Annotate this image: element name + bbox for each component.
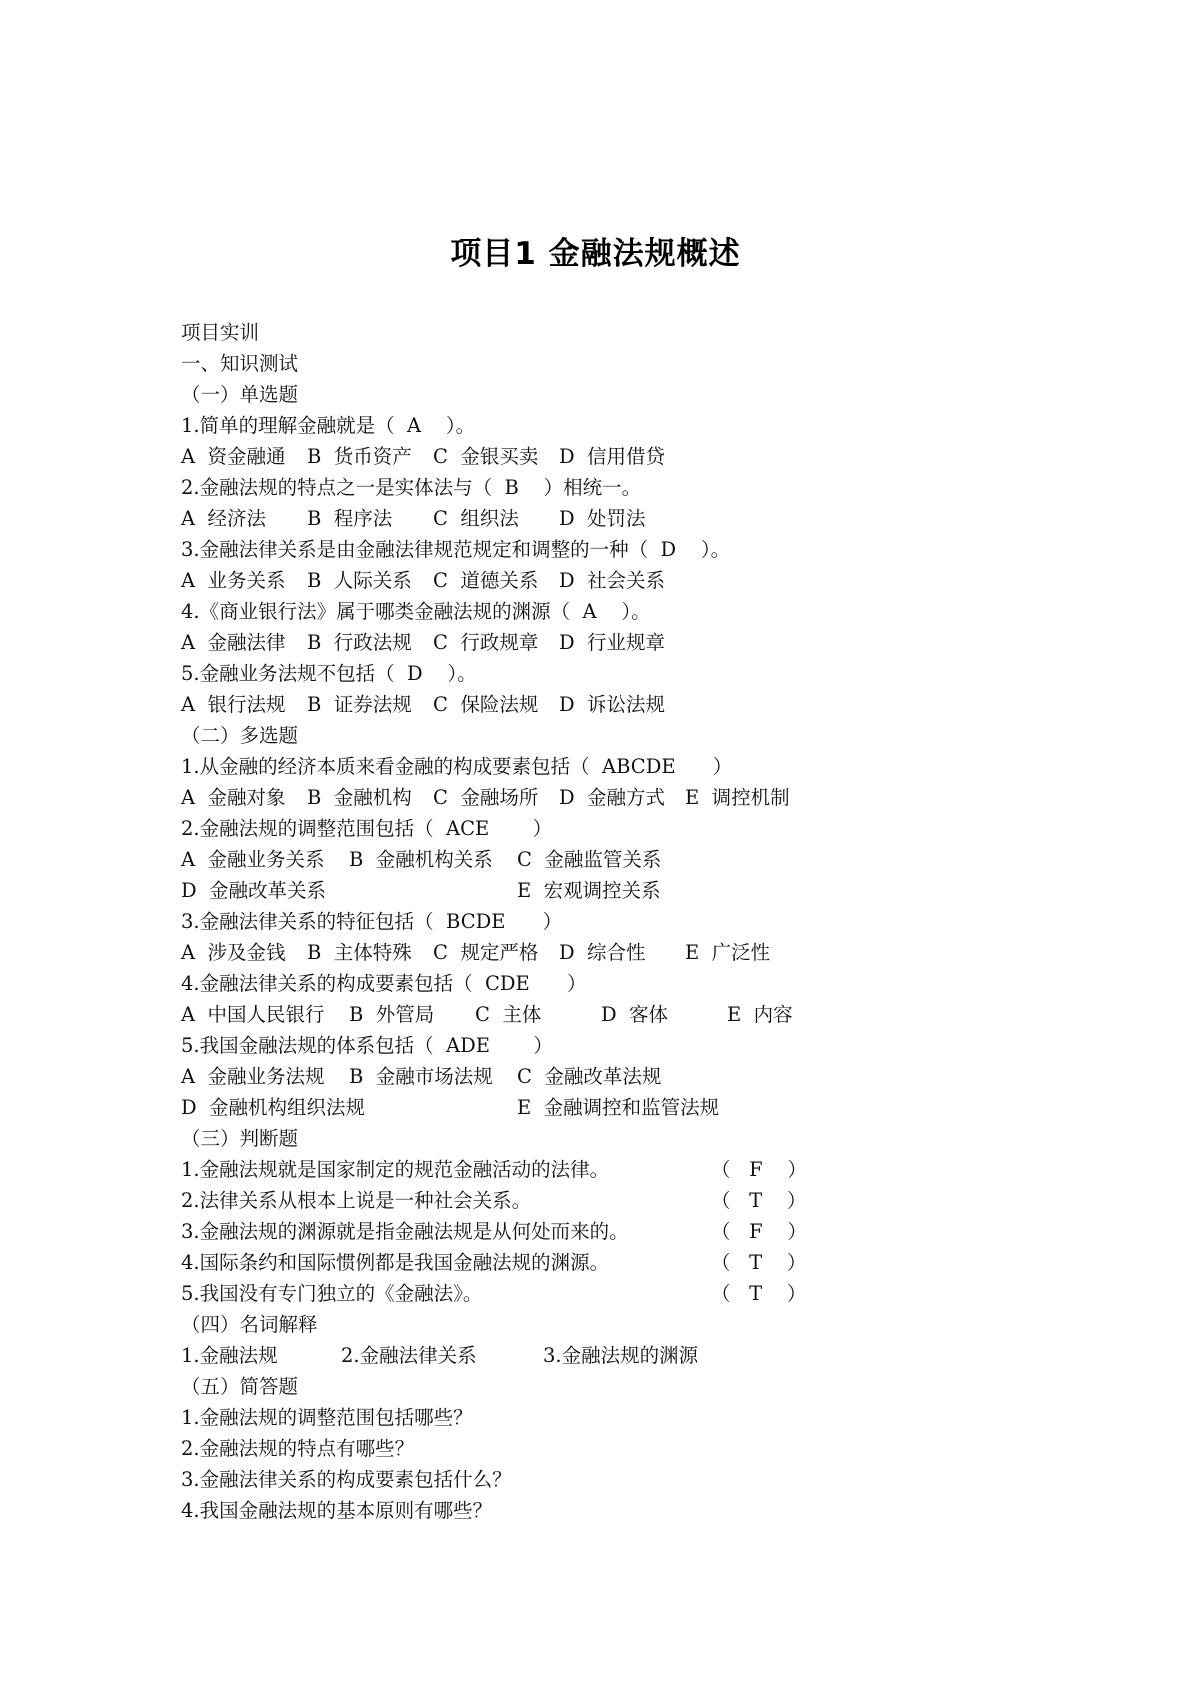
judge-answer: （ T ）	[711, 1251, 807, 1274]
option: D 诉讼法规	[559, 693, 666, 716]
multi-q1: 1.从金融的经济本质来看金融的构成要素包括（ ABCDE ）	[181, 755, 733, 778]
multi-q1-options	[181, 782, 1081, 813]
option: A 涉及金钱	[181, 941, 286, 964]
option: A 金融业务关系	[181, 848, 325, 871]
option: B 外管局	[349, 1003, 435, 1026]
option: D 信用借贷	[559, 445, 666, 468]
option: D 处罚法	[559, 507, 646, 530]
multi-q2: 2.金融法规的调整范围包括（ ACE ）	[181, 817, 553, 840]
single-q4-options	[181, 627, 1081, 658]
single-q3: 3.金融法律关系是由金融法律规范规定和调整的一种（ D ）。	[181, 538, 731, 561]
option: C 金融场所	[433, 786, 539, 809]
page-title: 项目1 金融法规概述	[450, 236, 741, 272]
option: E 内容	[727, 1003, 793, 1026]
option: A 金融法律	[181, 631, 286, 654]
terms-header: （四）名词解释	[181, 1313, 318, 1336]
multi-q5: 5.我国金融法规的体系包括（ ADE ）	[181, 1034, 553, 1057]
single-q1-options	[181, 441, 1081, 472]
option: C 规定严格	[433, 941, 539, 964]
multi-q2-options-row2	[181, 875, 1081, 906]
option: C 金融监管关系	[517, 848, 662, 871]
judge-statement: 2.法律关系从根本上说是一种社会关系。	[181, 1189, 532, 1212]
single-choice-header: （一）单选题	[181, 383, 299, 406]
judge-statement: 5.我国没有专门独立的《金融法》。	[181, 1282, 483, 1305]
option: C 主体	[475, 1003, 542, 1026]
short-answer-item: 4.我国金融法规的基本原则有哪些？	[181, 1499, 493, 1522]
option: B 金融机构	[307, 786, 412, 809]
option: C 组织法	[433, 507, 519, 530]
judge-answer: （ T ）	[711, 1189, 807, 1212]
judge-answer: （ F ）	[711, 1220, 807, 1243]
multi-choice-header: （二）多选题	[181, 724, 299, 747]
multi-q2-options-row1	[181, 844, 1081, 875]
option: D 社会关系	[559, 569, 666, 592]
option: A 中国人民银行	[181, 1003, 325, 1026]
judge-answer: （ F ）	[711, 1158, 807, 1181]
term-item: 2.金融法律关系	[341, 1344, 477, 1367]
multi-q3: 3.金融法律关系的特征包括（ BCDE ）	[181, 910, 563, 933]
single-q4: 4.《商业银行法》属于哪类金融法规的渊源（ A ）。	[181, 600, 651, 623]
option: A 经济法	[181, 507, 266, 530]
multi-q4: 4.金融法律关系的构成要素包括（ CDE ）	[181, 972, 587, 995]
section-knowledge-test: 一、知识测试	[181, 352, 299, 375]
option: A 银行法规	[181, 693, 286, 716]
option: C 保险法规	[433, 693, 539, 716]
multi-q5-options-row2	[181, 1092, 1081, 1123]
option: B 金融市场法规	[349, 1065, 493, 1088]
short-answer-item: 1.金融法规的调整范围包括哪些？	[181, 1406, 473, 1429]
judge-item	[181, 1154, 1081, 1185]
option: E 金融调控和监管法规	[517, 1096, 720, 1119]
option: C 行政规章	[433, 631, 539, 654]
single-q2: 2.金融法规的特点之一是实体法与（ B ）相统一。	[181, 476, 642, 499]
option: B 人际关系	[307, 569, 412, 592]
judge-item	[181, 1185, 1081, 1216]
term-item: 3.金融法规的渊源	[543, 1344, 699, 1367]
option: D 行业规章	[559, 631, 666, 654]
single-q3-options	[181, 565, 1081, 596]
multi-q3-options	[181, 937, 1081, 968]
judge-statement: 1.金融法规就是国家制定的规范金融活动的法律。	[181, 1158, 610, 1181]
judge-statement: 4.国际条约和国际惯例都是我国金融法规的渊源。	[181, 1251, 610, 1274]
option: C 金融改革法规	[517, 1065, 662, 1088]
short-answer-header: （五）简答题	[181, 1375, 299, 1398]
option: D 金融方式	[559, 786, 666, 809]
option: B 金融机构关系	[349, 848, 493, 871]
judge-answer: （ T ）	[711, 1282, 807, 1305]
section-project: 项目实训	[181, 321, 260, 344]
single-q5-options	[181, 689, 1081, 720]
option: C 道德关系	[433, 569, 539, 592]
single-q2-options	[181, 503, 1081, 534]
option: D 客体	[601, 1003, 669, 1026]
judge-item	[181, 1278, 1081, 1309]
option: A 金融业务法规	[181, 1065, 325, 1088]
option: D 金融改革关系	[181, 879, 327, 902]
multi-q4-options	[181, 999, 1081, 1030]
option: B 证券法规	[307, 693, 412, 716]
short-answer-item: 2.金融法规的特点有哪些？	[181, 1437, 415, 1460]
option: E 宏观调控关系	[517, 879, 661, 902]
option: A 资金融通	[181, 445, 286, 468]
option: D 综合性	[559, 941, 646, 964]
option: C 金银买卖	[433, 445, 539, 468]
multi-q5-options-row1	[181, 1061, 1081, 1092]
judge-item	[181, 1247, 1081, 1278]
option: B 货币资产	[307, 445, 412, 468]
single-q5: 5.金融业务法规不包括（ D ）。	[181, 662, 477, 685]
terms-list	[181, 1340, 1081, 1371]
single-q1: 1.简单的理解金融就是（ A ）。	[181, 414, 476, 437]
option: E 调控机制	[685, 786, 790, 809]
option: B 程序法	[307, 507, 393, 530]
option: A 金融对象	[181, 786, 286, 809]
judge-statement: 3.金融法规的渊源就是指金融法规是从何处而来的。	[181, 1220, 629, 1243]
option: B 主体特殊	[307, 941, 412, 964]
judge-item	[181, 1216, 1081, 1247]
term-item: 1.金融法规	[181, 1344, 278, 1367]
option: D 金融机构组织法规	[181, 1096, 366, 1119]
option: B 行政法规	[307, 631, 412, 654]
option: E 广泛性	[685, 941, 771, 964]
short-answer-item: 3.金融法律关系的构成要素包括什么？	[181, 1468, 512, 1491]
judge-header: （三）判断题	[181, 1127, 299, 1150]
option: A 业务关系	[181, 569, 286, 592]
